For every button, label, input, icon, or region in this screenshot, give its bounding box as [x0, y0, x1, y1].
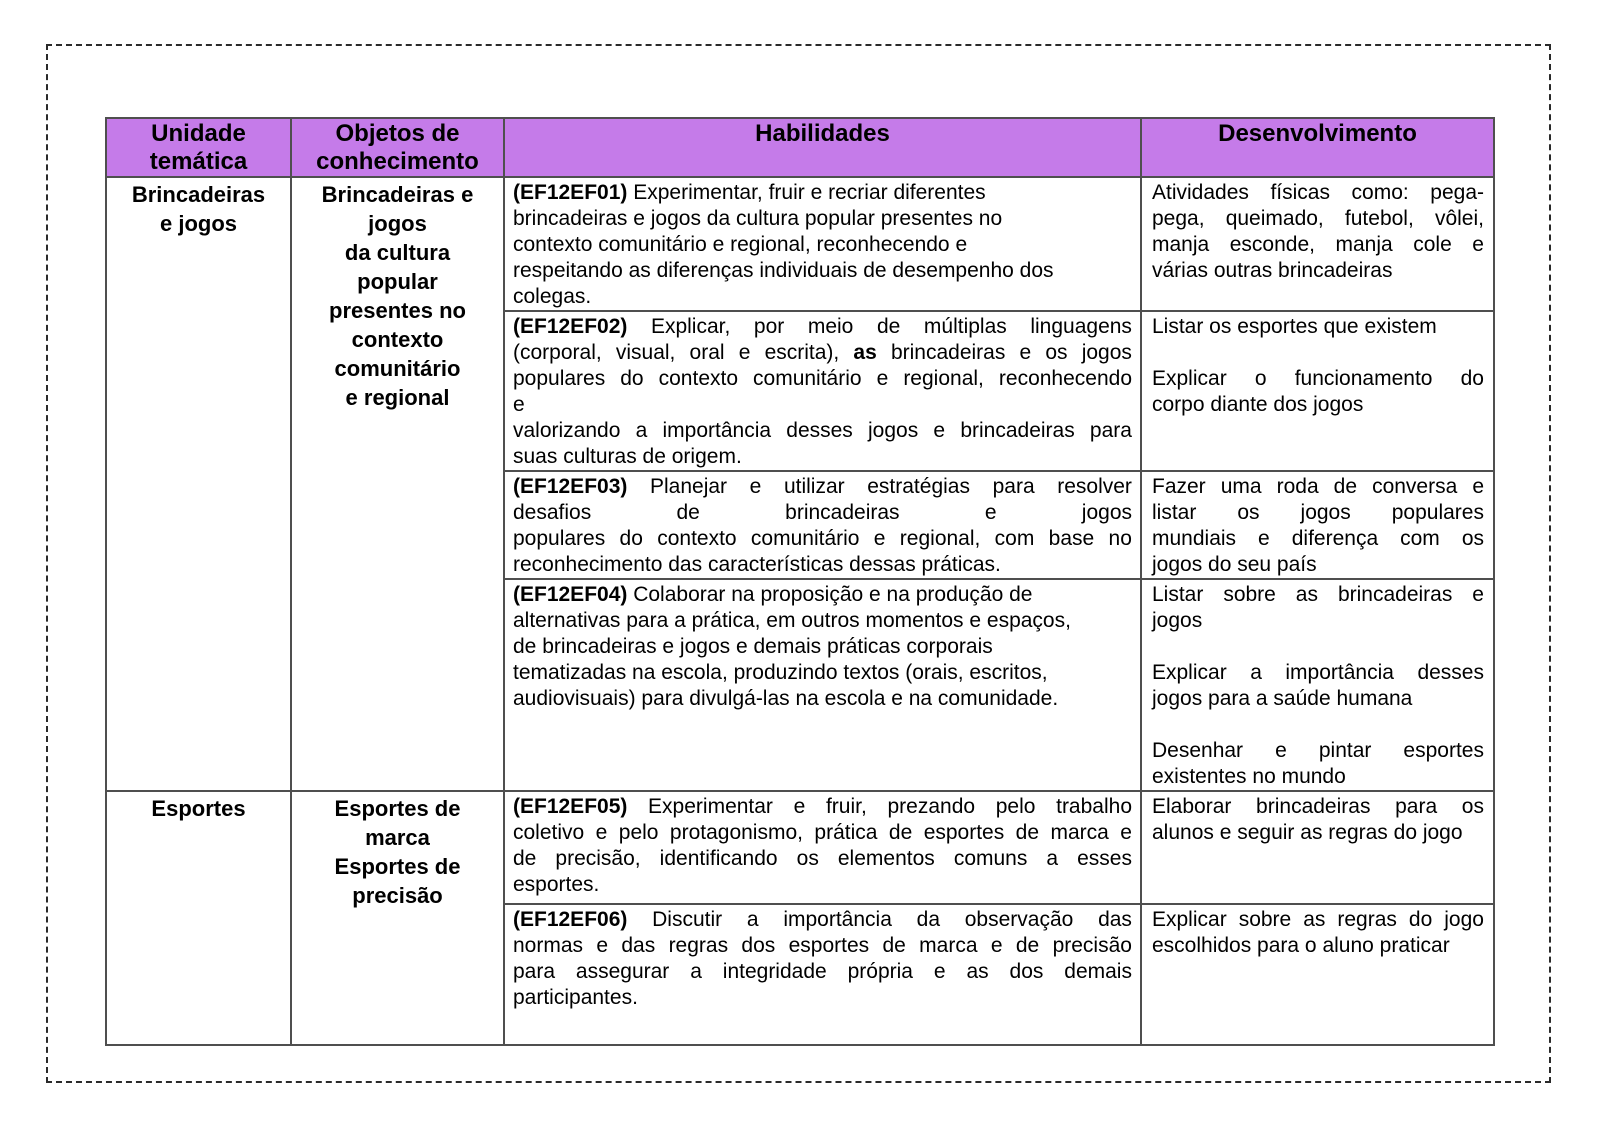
- dev-paragraph: [1152, 314, 1484, 340]
- header-text-line: Unidade: [151, 120, 246, 147]
- desenvolvimento-cell: [1141, 311, 1494, 471]
- table-row: [106, 791, 1494, 904]
- column-header-unidade-tematica: [106, 118, 291, 177]
- table-row: [106, 177, 1494, 311]
- text-line: corpo diante dos jogos: [1152, 393, 1364, 416]
- dev-paragraph: [1152, 366, 1484, 418]
- header-text-line: temática: [149, 148, 248, 175]
- text-line: suas culturas de origem.: [513, 445, 742, 468]
- text-line: Esportes de: [334, 854, 461, 879]
- text-line: desafios de brincadeiras e jogos: [513, 501, 1132, 524]
- text-line: Listar os esportes que existem: [1152, 315, 1437, 338]
- header-text-line: Desenvolvimento: [1218, 120, 1417, 147]
- text-line: Atividades físicas como: pega-: [1152, 181, 1484, 204]
- text-line: (EF12EF01) Experimentar, fruir e recriar diferentes: [513, 181, 986, 204]
- text-line: esportes.: [513, 873, 600, 896]
- habilidade-cell: [504, 471, 1141, 579]
- curriculum-table: [105, 117, 1495, 1046]
- dev-paragraph: [1152, 180, 1484, 284]
- dev-paragraph: [1152, 794, 1484, 846]
- dev-paragraph: [1152, 582, 1484, 634]
- text-line: Fazer uma roda de conversa e: [1152, 475, 1484, 498]
- text-line: de brincadeiras e jogos e demais práticas corporais: [513, 635, 993, 658]
- habilidade-cell: [504, 904, 1141, 1045]
- dev-paragraph: [1152, 474, 1484, 578]
- header-text-line: Habilidades: [755, 120, 890, 147]
- text-line: Elaborar brincadeiras para os: [1152, 795, 1484, 818]
- text-line: jogos: [368, 211, 427, 236]
- text-line: populares do contexto comunitário e regional, reconhecendo: [513, 367, 1132, 390]
- text-line: e: [513, 393, 525, 416]
- text-line: jogos para a saúde humana: [1152, 687, 1413, 710]
- column-header-desenvolvimento: [1141, 118, 1494, 177]
- text-line: reconhecimento das características dessas práticas.: [513, 553, 1001, 576]
- text-line: popular: [357, 269, 438, 294]
- habilidade-cell: [504, 791, 1141, 904]
- unit-cell: [106, 791, 291, 1045]
- text-line: Explicar a importância desses: [1152, 661, 1484, 684]
- desenvolvimento-cell: [1141, 579, 1494, 791]
- table-body: [106, 177, 1494, 1045]
- text-line: para assegurar a integridade própria e as dos demais: [513, 960, 1132, 983]
- text-line: presentes no: [329, 298, 466, 323]
- text-line: da cultura: [344, 240, 451, 265]
- text-line: (EF12EF03) Planejar e utilizar estratégias para resolver: [513, 475, 1132, 498]
- text-line: (EF12EF04) Colaborar na proposição e na produção de: [513, 583, 1033, 606]
- dev-paragraph: [1152, 738, 1484, 790]
- text-line: tematizadas na escola, produzindo textos (orais, escritos,: [513, 661, 1048, 684]
- text-line: alunos e seguir as regras do jogo: [1152, 821, 1463, 844]
- text-line: (EF12EF02) Explicar, por meio de múltiplas linguagens: [513, 315, 1132, 338]
- text-line: participantes.: [513, 986, 638, 1009]
- text-line: Esportes: [151, 796, 246, 821]
- desenvolvimento-cell: [1141, 791, 1494, 904]
- text-line: jogos do seu país: [1152, 553, 1317, 576]
- text-line: jogos: [1152, 609, 1203, 632]
- desenvolvimento-cell: [1141, 177, 1494, 311]
- text-line: listar os jogos populares: [1152, 501, 1484, 524]
- text-line: brincadeiras e jogos da cultura popular presentes no: [513, 207, 1003, 230]
- header-row: [106, 118, 1494, 177]
- objects-cell: [291, 791, 504, 1045]
- text-line: coletivo e pelo protagonismo, prática de esportes de marca e: [513, 821, 1132, 844]
- header-text-line: conhecimento: [316, 148, 479, 175]
- habilidade-cell: [504, 311, 1141, 471]
- text-line: comunitário: [334, 356, 461, 381]
- habilidade-cell: [504, 579, 1141, 791]
- text-line: e regional: [345, 385, 450, 410]
- text-line: Listar sobre as brincadeiras e: [1152, 583, 1484, 606]
- text-line: Desenhar e pintar esportes: [1152, 739, 1484, 762]
- text-line: escolhidos para o aluno praticar: [1152, 934, 1450, 957]
- text-line: contexto comunitário e regional, reconhecendo e: [513, 233, 968, 256]
- text-line: pega, queimado, futebol, vôlei,: [1152, 207, 1484, 230]
- unit-cell: [106, 177, 291, 791]
- text-line: respeitando as diferenças individuais de desempenho dos: [513, 259, 1054, 282]
- objects-cell: [291, 177, 504, 791]
- text-line: contexto: [351, 327, 444, 352]
- text-line: normas e das regras dos esportes de marca e de precisão: [513, 934, 1132, 957]
- text-line: de precisão, identificando os elementos comuns a esses: [513, 847, 1132, 870]
- text-line: marca: [365, 825, 430, 850]
- column-header-objetos-de-conhecimento: [291, 118, 504, 177]
- text-line: e jogos: [159, 211, 237, 236]
- text-line: populares do contexto comunitário e regional, com base no: [513, 527, 1132, 550]
- text-line: (corporal, visual, oral e escrita), as brincadeiras e os jogos: [513, 341, 1132, 364]
- text-line: Explicar sobre as regras do jogo: [1152, 908, 1484, 931]
- text-line: Esportes de: [334, 796, 461, 821]
- text-line: manja esconde, manja cole e: [1152, 233, 1484, 256]
- text-line: (EF12EF06) Discutir a importância da observação das: [513, 908, 1132, 931]
- text-line: colegas.: [513, 285, 592, 308]
- text-line: várias outras brincadeiras: [1152, 259, 1393, 282]
- text-line: existentes no mundo: [1152, 765, 1346, 788]
- text-line: mundiais e diferença com os: [1152, 527, 1484, 550]
- text-line: precisão: [352, 883, 443, 908]
- text-line: Brincadeiras: [131, 182, 266, 207]
- dev-paragraph: [1152, 907, 1484, 959]
- text-line: audiovisuais) para divulgá-las na escola e na comunidade.: [513, 687, 1059, 710]
- text-line: (EF12EF05) Experimentar e fruir, prezando pelo trabalho: [513, 795, 1132, 818]
- text-line: alternativas para a prática, em outros momentos e espaços,: [513, 609, 1071, 632]
- desenvolvimento-cell: [1141, 471, 1494, 579]
- column-header-habilidades: [504, 118, 1141, 177]
- dev-paragraph: [1152, 660, 1484, 712]
- text-line: Brincadeiras e: [321, 182, 474, 207]
- header-text-line: Objetos de: [335, 120, 460, 147]
- text-line: Explicar o funcionamento do: [1152, 367, 1484, 390]
- habilidade-cell: [504, 177, 1141, 311]
- text-line: valorizando a importância desses jogos e brincadeiras para: [513, 419, 1132, 442]
- table-header-row: [106, 118, 1494, 177]
- desenvolvimento-cell: [1141, 904, 1494, 1045]
